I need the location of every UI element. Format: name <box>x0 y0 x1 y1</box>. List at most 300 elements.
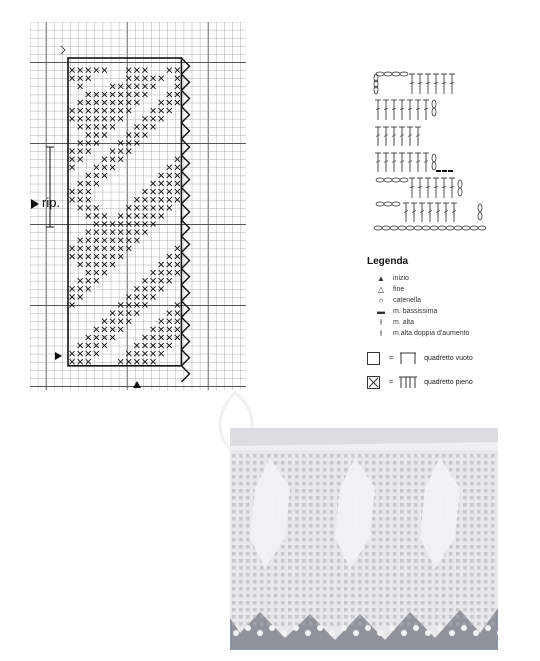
filled-cell-icon <box>110 311 115 316</box>
filled-cell-icon <box>78 76 83 81</box>
filled-cell-icon <box>86 68 91 73</box>
row-start-arrow-icon <box>55 352 62 360</box>
filled-cell-icon <box>159 100 164 105</box>
filled-cell-icon <box>118 246 123 251</box>
filled-cell-icon <box>134 311 139 316</box>
legend-empty-square <box>367 349 537 367</box>
equals-sign: = <box>389 378 394 386</box>
filled-cell-icon <box>86 181 91 186</box>
empty-square-stitches-icon <box>398 351 418 365</box>
filled-cell-icon <box>151 278 156 283</box>
filled-cell-icon <box>78 124 83 129</box>
legend-label: m.alta doppia d'aumento <box>393 330 470 337</box>
filled-cell-icon <box>175 68 180 73</box>
filled-cell-icon <box>102 238 107 243</box>
filled-cell-icon <box>151 181 156 186</box>
filled-cell-icon <box>134 286 139 291</box>
filled-cell-icon <box>167 335 172 340</box>
filled-cell-icon <box>142 335 147 340</box>
filled-cell-icon <box>110 84 115 89</box>
filled-cell-icon <box>110 124 115 129</box>
filled-cell-icon <box>142 197 147 202</box>
zigzag-edge-icon <box>181 252 189 284</box>
filled-cell-icon <box>118 311 123 316</box>
filled-cell-icon <box>167 108 172 113</box>
lace-pattern <box>230 442 498 640</box>
filled-cell-icon <box>78 116 83 121</box>
filled-cell-icon <box>134 205 139 210</box>
filled-cell-icon <box>118 327 123 332</box>
filled-cell-icon <box>142 124 147 129</box>
filled-cell-icon <box>175 327 180 332</box>
filled-cell-icon <box>151 286 156 291</box>
filled-cell-icon <box>102 343 107 348</box>
filled-cell-icon <box>134 68 139 73</box>
filled-cell-icon <box>78 343 83 348</box>
filled-cell-icon <box>94 327 99 332</box>
filled-cell-icon <box>134 84 139 89</box>
filled-cell-icon <box>102 132 107 137</box>
filled-cell-icon <box>118 213 123 218</box>
double-increase-icon: ƚ <box>380 329 382 338</box>
filled-cell-icon <box>159 351 164 356</box>
filled-cell-icon <box>159 335 164 340</box>
filled-cell-icon <box>94 181 99 186</box>
filled-cell-icon <box>151 76 156 81</box>
legend-full-square <box>367 373 537 391</box>
filled-cell-icon <box>175 100 180 105</box>
filled-cell-icon <box>159 116 164 121</box>
filled-cell-icon <box>94 246 99 251</box>
filled-cell-icon <box>78 68 83 73</box>
filled-cell-icon <box>86 197 91 202</box>
filled-cell-icon <box>70 189 75 194</box>
filled-cell-icon <box>151 351 156 356</box>
filled-cell-icon <box>159 181 164 186</box>
filled-cell-icon <box>86 100 91 105</box>
filled-cell-icon <box>94 254 99 259</box>
filled-cell-icon <box>151 270 156 275</box>
zigzag-edge-icon <box>181 123 189 155</box>
filled-cell-icon <box>167 278 172 283</box>
filled-cell-icon <box>110 116 115 121</box>
filled-cell-icon <box>134 238 139 243</box>
filled-cell-icon <box>175 270 180 275</box>
filled-cell-icon <box>110 262 115 267</box>
filled-cell-icon <box>167 165 172 170</box>
filled-cell-icon <box>86 116 91 121</box>
filled-cell-icon <box>102 165 107 170</box>
filled-cell-icon <box>94 213 99 218</box>
slip-stitch-icon: ▬ <box>377 307 385 316</box>
filled-cell-icon <box>70 286 75 291</box>
filled-cell-icon <box>78 84 83 89</box>
filled-cell-icon <box>175 262 180 267</box>
filled-cell-icon <box>78 278 83 283</box>
repeat-arrow-icon <box>31 199 39 209</box>
filled-cell-icon <box>134 100 139 105</box>
legend-item-chain <box>375 295 537 306</box>
filled-cell-icon <box>142 230 147 235</box>
legend-label: catenella <box>393 297 422 304</box>
filled-cell-icon <box>167 205 172 210</box>
zigzag-edge-icon <box>181 90 189 122</box>
filled-cell-icon <box>78 246 83 251</box>
filled-cell-icon <box>151 327 156 332</box>
filled-cell-icon <box>102 262 107 267</box>
filled-cell-icon <box>94 108 99 113</box>
filled-cell-icon <box>102 213 107 218</box>
filled-cell-icon <box>159 278 164 283</box>
filled-cell-icon <box>159 270 164 275</box>
filled-cell-icon <box>118 230 123 235</box>
filled-cell-icon <box>159 205 164 210</box>
filled-cell-icon <box>102 254 107 259</box>
filled-cell-icon <box>86 262 91 267</box>
filled-cell-icon <box>94 173 99 178</box>
filled-cell-icon <box>167 327 172 332</box>
filled-cell-icon <box>70 246 75 251</box>
filled-cell-icon <box>110 319 115 324</box>
filled-cell-icon <box>94 335 99 340</box>
filled-cell-icon <box>78 359 83 364</box>
filled-cell-icon <box>78 181 83 186</box>
filled-cell-icon <box>110 92 115 97</box>
filled-cell-icon <box>134 197 139 202</box>
filled-cell-icon <box>175 197 180 202</box>
filled-cell-icon <box>78 157 83 162</box>
filled-cell-icon <box>142 286 147 291</box>
filled-cell-icon <box>159 343 164 348</box>
filled-cell-icon <box>134 294 139 299</box>
filled-cell-icon <box>102 230 107 235</box>
filled-cell-icon <box>78 100 83 105</box>
filled-cell-icon <box>102 124 107 129</box>
legend-label: inizio <box>393 275 409 282</box>
filled-cell-icon <box>70 254 75 259</box>
filled-cell-icon <box>70 108 75 113</box>
filled-cell-icon <box>110 246 115 251</box>
filled-cell-icon <box>86 173 91 178</box>
filled-cell-icon <box>175 311 180 316</box>
filled-cell-icon <box>94 262 99 267</box>
filled-cell-icon <box>167 100 172 105</box>
legend-item-double-increase <box>375 328 537 339</box>
filled-cell-icon <box>159 286 164 291</box>
filled-cell-icon <box>159 327 164 332</box>
legend-title: Legenda <box>367 256 409 267</box>
filled-cell-icon <box>110 100 115 105</box>
filled-cell-icon <box>94 116 99 121</box>
start-icon: ▲ <box>377 274 385 283</box>
filled-cell-icon <box>118 359 123 364</box>
filled-cell-icon <box>142 68 147 73</box>
filled-cell-icon <box>159 189 164 194</box>
filled-cell-icon <box>86 230 91 235</box>
filled-cell-icon <box>78 238 83 243</box>
chart-grid-svg <box>30 22 246 390</box>
filled-cell-icon <box>78 149 83 154</box>
filled-cell-icon <box>118 84 123 89</box>
filled-cell-icon <box>159 213 164 218</box>
filled-cell-icon <box>167 262 172 267</box>
filled-cell-icon <box>94 270 99 275</box>
filled-cell-icon <box>151 335 156 340</box>
filled-cell-icon <box>167 311 172 316</box>
filled-cell-icon <box>94 278 99 283</box>
filled-cell-icon <box>86 359 91 364</box>
filled-cell-icon <box>110 230 115 235</box>
filled-cell-icon <box>151 116 156 121</box>
filled-cell-icon <box>159 108 164 113</box>
filled-cell-icon <box>175 254 180 259</box>
filled-cell-icon <box>110 108 115 113</box>
filled-cell-icon <box>86 254 91 259</box>
filled-cell-icon <box>86 189 91 194</box>
legend-item-end <box>375 284 537 295</box>
filled-cell-icon <box>102 68 107 73</box>
stitch-diagram-svg <box>372 70 492 232</box>
filled-cell-icon <box>118 116 123 121</box>
filled-cell-icon <box>151 213 156 218</box>
zigzag-edge-icon <box>181 188 189 220</box>
filled-cell-icon <box>70 351 75 356</box>
filled-cell-icon <box>86 335 91 340</box>
filled-cell-icon <box>86 76 91 81</box>
legend-label: m. bassissima <box>393 308 438 315</box>
filled-cell-icon <box>70 157 75 162</box>
filled-cell-icon <box>134 213 139 218</box>
filled-cell-icon <box>142 84 147 89</box>
zigzag-edge-icon <box>181 285 189 317</box>
filled-cell-icon <box>159 319 164 324</box>
filled-cell-icon <box>159 76 164 81</box>
filled-cell-icon <box>142 116 147 121</box>
filled-cell-icon <box>134 230 139 235</box>
filled-cell-icon <box>134 343 139 348</box>
filled-cell-icon <box>175 319 180 324</box>
filled-cell-icon <box>118 92 123 97</box>
filled-cell-icon <box>134 92 139 97</box>
filled-cell-icon <box>86 124 91 129</box>
filled-cell-icon <box>86 351 91 356</box>
filled-cell-icon <box>70 149 75 154</box>
filled-cell-icon <box>70 359 75 364</box>
filled-cell-icon <box>94 132 99 137</box>
filled-cell-icon <box>159 197 164 202</box>
filled-cell-icon <box>86 213 91 218</box>
filled-cell-icon <box>102 116 107 121</box>
filled-cell-icon <box>142 294 147 299</box>
filled-cell-icon <box>151 108 156 113</box>
filled-cell-icon <box>94 124 99 129</box>
filled-cell-icon <box>78 254 83 259</box>
filled-cell-icon <box>94 238 99 243</box>
filled-cell-icon <box>70 116 75 121</box>
filled-cell-icon <box>70 76 75 81</box>
filled-cell-icon <box>142 343 147 348</box>
filled-cell-icon <box>167 181 172 186</box>
filled-cell-icon <box>175 189 180 194</box>
filled-cell-icon <box>78 351 83 356</box>
lace-photo <box>230 428 498 650</box>
filled-cell-icon <box>78 189 83 194</box>
filled-cell-icon <box>110 157 115 162</box>
empty-square-icon <box>367 352 380 365</box>
filled-cell-icon <box>110 327 115 332</box>
filled-cell-icon <box>151 84 156 89</box>
lace-photo-svg <box>230 428 498 650</box>
filled-cell-icon <box>86 278 91 283</box>
filled-cell-icon <box>102 100 107 105</box>
filled-cell-icon <box>134 359 139 364</box>
filled-cell-icon <box>134 351 139 356</box>
filled-cell-icon <box>86 238 91 243</box>
filled-cell-icon <box>167 189 172 194</box>
filled-cell-icon <box>175 165 180 170</box>
equals-sign: = <box>389 354 394 362</box>
filled-cell-icon <box>151 359 156 364</box>
filled-cell-icon <box>118 238 123 243</box>
filled-cell-icon <box>151 294 156 299</box>
legend-item-double-crochet <box>375 317 537 328</box>
legend-label: m. alta <box>393 319 415 326</box>
filled-cell-icon <box>175 246 180 251</box>
end-marker-icon <box>61 46 65 54</box>
filled-cell-icon <box>94 92 99 97</box>
filled-cell-icon <box>167 319 172 324</box>
filled-cell-icon <box>142 132 147 137</box>
legend <box>367 256 537 391</box>
filled-cell-icon <box>142 213 147 218</box>
filled-cell-icon <box>102 270 107 275</box>
filled-cell-icon <box>151 205 156 210</box>
filled-cell-icon <box>118 157 123 162</box>
filled-cell-icon <box>142 205 147 210</box>
filled-cell-icon <box>86 108 91 113</box>
filled-cell-icon <box>86 343 91 348</box>
start-arrow-icon <box>133 381 141 388</box>
filled-cell-icon <box>159 173 164 178</box>
filled-cell-icon <box>110 149 115 154</box>
filled-cell-icon <box>102 92 107 97</box>
filled-cell-icon <box>159 262 164 267</box>
filled-cell-icon <box>94 165 99 170</box>
filled-cell-icon <box>134 132 139 137</box>
end-icon: △ <box>377 285 385 294</box>
filled-cell-icon <box>86 132 91 137</box>
filled-cell-icon <box>142 351 147 356</box>
filled-cell-icon <box>94 100 99 105</box>
repeat-label: rip. <box>42 195 61 210</box>
legend-label: fine <box>393 286 405 293</box>
filled-cell-icon <box>102 108 107 113</box>
filled-cell-icon <box>102 327 107 332</box>
filled-cell-icon <box>110 165 115 170</box>
filled-cell-icon <box>175 181 180 186</box>
filled-cell-icon <box>94 230 99 235</box>
filled-cell-icon <box>118 100 123 105</box>
filled-cell-icon <box>175 76 180 81</box>
legend-item-slip-stitch <box>375 306 537 317</box>
filled-cell-icon <box>151 189 156 194</box>
filled-cell-icon <box>175 173 180 178</box>
filled-cell-icon <box>94 343 99 348</box>
filled-cell-icon <box>102 157 107 162</box>
filled-cell-icon <box>118 108 123 113</box>
filled-cell-icon <box>118 319 123 324</box>
filled-cell-icon <box>78 262 83 267</box>
filled-cell-icon <box>94 68 99 73</box>
zigzag-edge-icon <box>181 317 189 349</box>
filled-cell-icon <box>78 205 83 210</box>
filled-cell-icon <box>86 286 91 291</box>
filled-cell-icon <box>94 205 99 210</box>
filled-cell-icon <box>142 92 147 97</box>
filled-cell-icon <box>134 76 139 81</box>
filled-cell-icon <box>175 335 180 340</box>
filled-cell-icon <box>142 359 147 364</box>
legend-label: quadretto pieno <box>424 378 473 386</box>
filled-cell-icon <box>110 335 115 340</box>
filled-cell-icon <box>118 149 123 154</box>
filled-cell-icon <box>134 124 139 129</box>
zigzag-edge-icon <box>181 350 189 382</box>
filled-cell-icon <box>142 278 147 283</box>
filled-cell-icon <box>102 246 107 251</box>
filet-chart <box>30 22 246 390</box>
filled-cell-icon <box>86 270 91 275</box>
filled-cell-icon <box>167 197 172 202</box>
filled-cell-icon <box>70 294 75 299</box>
filled-cell-icon <box>151 343 156 348</box>
filled-cell-icon <box>78 286 83 291</box>
full-square-icon <box>367 376 380 389</box>
filled-cell-icon <box>167 343 172 348</box>
chain-stitch-icon: ○ <box>378 296 384 305</box>
filled-cell-icon <box>78 108 83 113</box>
double-crochet-icon: ƚ <box>380 318 382 327</box>
filled-cell-icon <box>102 173 107 178</box>
filled-cell-icon <box>110 238 115 243</box>
filled-cell-icon <box>102 319 107 324</box>
filled-cell-icon <box>167 270 172 275</box>
legend-item-start <box>375 273 537 284</box>
filled-cell-icon <box>70 68 75 73</box>
filled-cell-icon <box>151 197 156 202</box>
filled-cell-icon <box>94 351 99 356</box>
filled-cell-icon <box>86 246 91 251</box>
filled-cell-icon <box>167 68 172 73</box>
filled-cell-icon <box>175 157 180 162</box>
filled-cell-icon <box>142 76 147 81</box>
filled-cell-icon <box>167 173 172 178</box>
stitch-diagram <box>372 70 492 232</box>
filled-cell-icon <box>70 197 75 202</box>
filled-cell-icon <box>167 254 172 259</box>
filled-cell-icon <box>78 294 83 299</box>
filled-cell-icon <box>86 149 91 154</box>
filled-cell-icon <box>86 205 91 210</box>
full-square-stitches-icon <box>398 375 418 389</box>
filled-cell-icon <box>102 335 107 340</box>
filled-cell-icon <box>86 92 91 97</box>
filled-cell-icon <box>70 165 75 170</box>
filled-cell-icon <box>167 92 172 97</box>
filled-cell-icon <box>175 92 180 97</box>
filled-cell-icon <box>175 84 180 89</box>
filled-cell-icon <box>110 254 115 259</box>
